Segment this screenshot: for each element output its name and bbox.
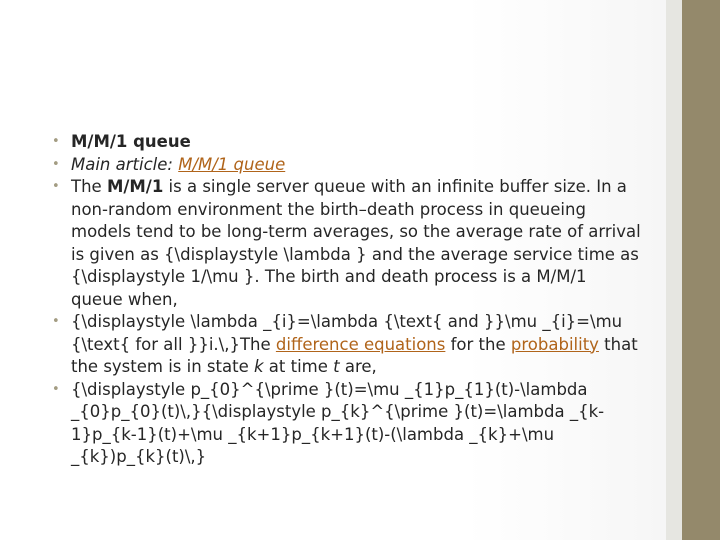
difference-equations-link[interactable]: difference equations [275,334,446,354]
condition-mid2: that the system is in state [71,334,638,376]
variable-t: t [333,357,340,376]
equations-text: {\displaystyle p_{0}^{\prime }(t)=\mu _{1}p_{1}(t)-\lambda _{0}p_{0}(t)\,}{\displaystyle p_{k}^{\prime }(t)=\lambda _{k-1}p_{k-1}(t)+\mu _{k+1}p_{k+1}(t)-(\lambda _{k}+\mu _{k})p_{k}(t)\,} [71,379,605,466]
slide-body [52,131,642,469]
description-pre: The [71,177,107,196]
bullet-icon: • [52,134,60,149]
description-post: is a single server queue with an infinite buffer size. In a non-random environment the birth–death process in queueing models tend to be long-term averages, so the average rate of arrival is given as {\displaystyle \lambda } and the average service time as {\displaystyle 1/\mu }. The birth and death process is a M/M/1 queue when, [71,177,641,309]
condition-mid1: for the [445,334,511,354]
bullet-list [52,131,642,469]
main-article-link[interactable]: M/M/1 queue [178,154,286,174]
bullet-icon: • [52,314,60,329]
right-accent-strip-dark [682,0,720,540]
main-article-prefix: Main article: [71,154,179,174]
condition-pre: {\displaystyle \lambda _{i}=\lambda {\text{ and }}\mu _{i}=\mu {\text{ for all }}i.\,}The [71,312,623,354]
condition-mid3: at time [263,357,334,376]
condition-post: are, [339,357,377,376]
bullet-icon: • [52,381,60,397]
bullet-item-condition [52,311,642,379]
bullet-icon: • [52,156,60,172]
bullet-item-main-article [52,154,642,177]
bullet-icon: • [52,179,60,194]
variable-k: k [253,357,264,376]
right-accent-strip-light [666,0,682,540]
probability-link[interactable]: probability [510,334,599,354]
bullet-item-title [52,131,642,154]
description-bold-term: M/M/1 [106,177,164,196]
item-text: M/M/1 queue [71,132,191,151]
bullet-item-equations [52,379,642,469]
bullet-item-description [52,176,642,311]
